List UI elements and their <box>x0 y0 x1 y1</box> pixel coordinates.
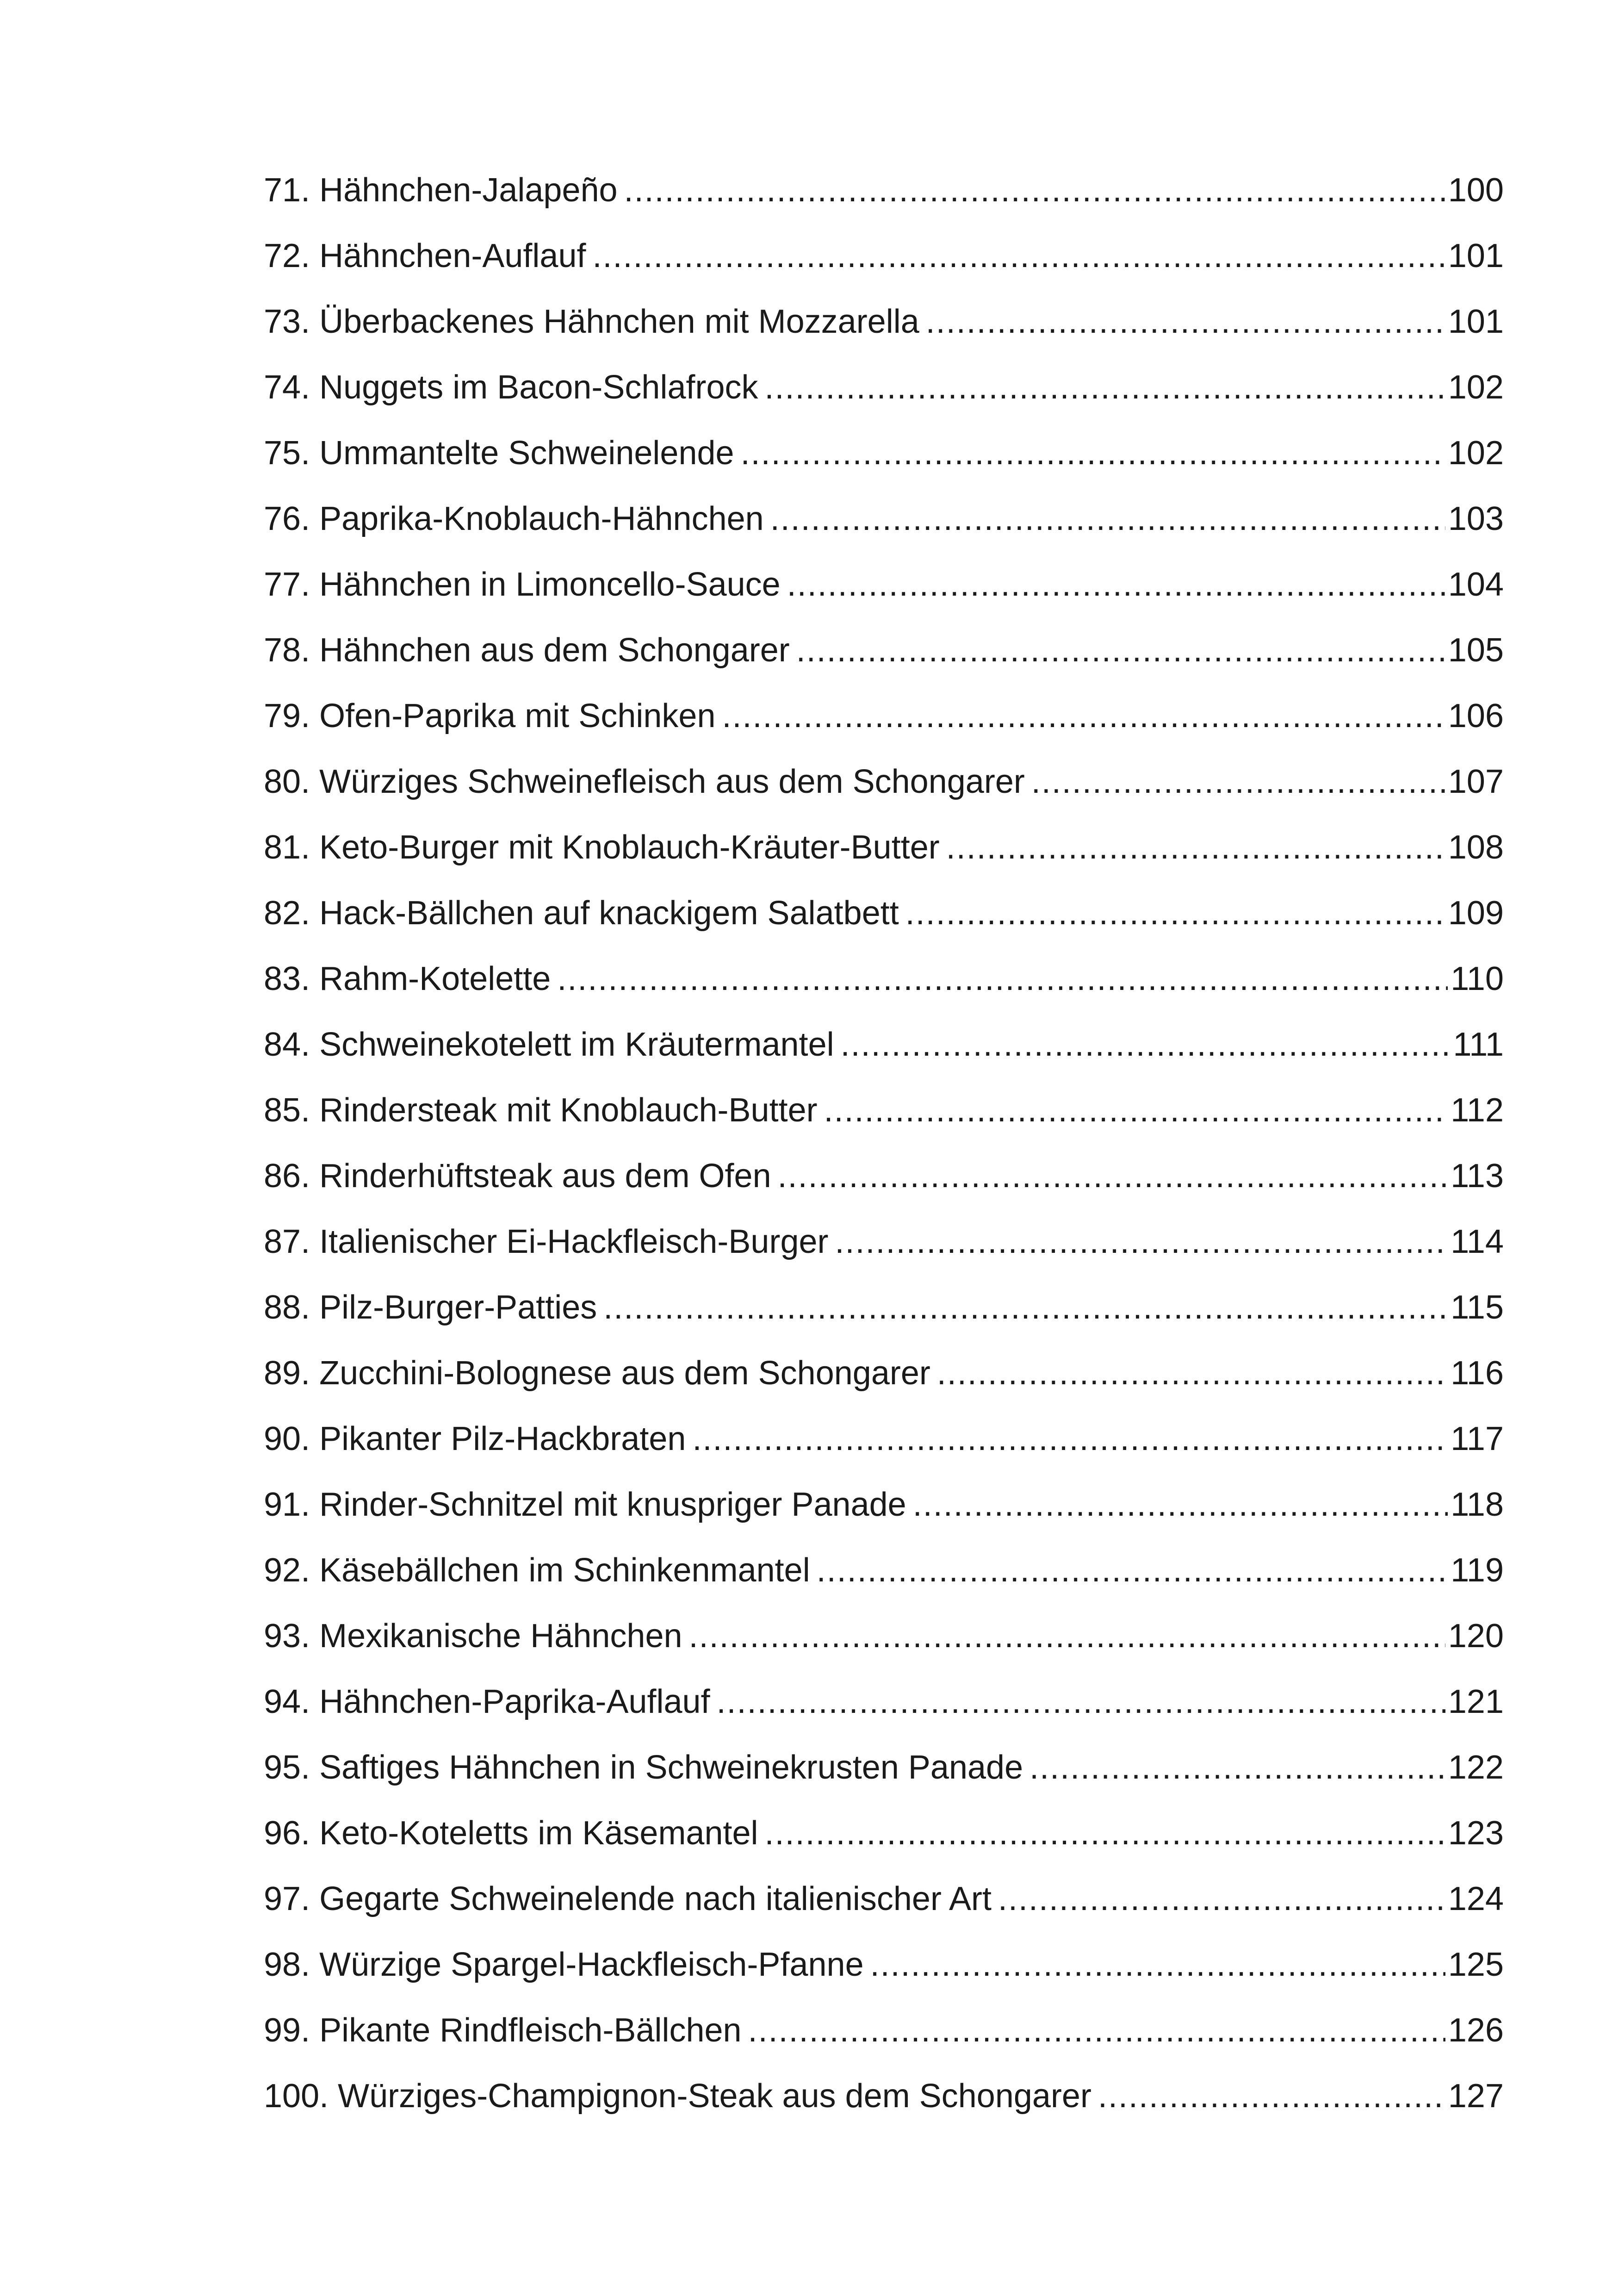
toc-entry-label: Pilz-Burger-Patties <box>319 1289 597 1326</box>
toc-entry-label: Würziges-Champignon-Steak aus dem Schongarer <box>338 2078 1091 2115</box>
toc-entry-number: 93. <box>264 1618 310 1655</box>
toc-entry-page: 103 <box>1448 500 1504 537</box>
toc-entry-label: Pikante Rindfleisch-Bällchen <box>319 2012 742 2049</box>
dot-leader <box>841 1019 1451 1070</box>
toc-entry-label: Schweinekotelett im Kräutermantel <box>319 1026 834 1063</box>
dot-leader <box>1029 1742 1445 1793</box>
toc-entry-number: 89. <box>264 1355 310 1392</box>
toc-entry-title <box>264 1282 597 1333</box>
toc-entry-page: 127 <box>1448 2078 1504 2115</box>
toc-entry-number: 87. <box>264 1223 310 1260</box>
toc-entry-label: Rahm-Kotelette <box>319 960 551 997</box>
toc-entry-title <box>264 1347 930 1399</box>
toc-entry-label: Ofen-Paprika mit Schinken <box>319 697 716 734</box>
dot-leader <box>998 1873 1445 1925</box>
toc-entry-page: 125 <box>1448 1946 1504 1983</box>
dot-leader <box>1031 756 1445 808</box>
dot-leader <box>835 1216 1448 1268</box>
toc-entry <box>264 1807 1504 1873</box>
toc-entry-label: Würzige Spargel-Hackfleisch-Pfanne <box>319 1946 864 1983</box>
toc-entry-number: 95. <box>264 1749 310 1786</box>
toc-entry-label: Gegarte Schweinelende nach italienischer Art <box>319 1880 992 1917</box>
toc-entry-page: 105 <box>1448 632 1504 669</box>
toc-entry-page: 109 <box>1448 895 1504 932</box>
toc-entry-number: 83. <box>264 960 310 997</box>
toc-entry-title <box>264 2070 1091 2122</box>
toc-entry-label: Italienischer Ei-Hackfleisch-Burger <box>319 1223 829 1260</box>
toc-entry-page: 124 <box>1448 1880 1504 1917</box>
toc-entry-page: 101 <box>1448 237 1504 274</box>
toc-entry-page: 126 <box>1448 2012 1504 2049</box>
toc-entry-title <box>264 427 734 479</box>
toc-entry-title <box>264 953 551 1005</box>
toc-entry-title <box>264 493 764 545</box>
toc-entry-title <box>264 164 618 216</box>
toc-entry-number: 81. <box>264 829 310 866</box>
toc-entry-title <box>264 756 1025 808</box>
toc-entry-label: Käsebällchen im Schinkenmantel <box>319 1552 810 1589</box>
dot-leader <box>765 361 1445 413</box>
toc-entry-title <box>264 1019 834 1070</box>
toc-entry-title <box>264 1544 810 1596</box>
toc-entry-page: 117 <box>1451 1420 1504 1457</box>
toc-entry <box>264 2004 1504 2070</box>
toc-entry <box>264 887 1504 953</box>
toc-entry-page: 116 <box>1451 1355 1504 1392</box>
toc-entry-number: 73. <box>264 303 310 340</box>
toc-entry <box>264 1676 1504 1742</box>
toc-entry-title <box>264 1084 818 1136</box>
toc-entry-page: 104 <box>1448 566 1504 603</box>
toc-entry <box>264 1873 1504 1939</box>
toc-entry-number: 76. <box>264 500 310 537</box>
toc-entry-label: Hähnchen-Jalapeño <box>319 172 618 209</box>
toc-entry <box>264 1610 1504 1676</box>
toc-entry-number: 100. <box>264 2078 329 2115</box>
toc-entry-title <box>264 296 919 348</box>
toc-entry-title <box>264 1742 1023 1793</box>
toc-entry-label: Hähnchen aus dem Schongarer <box>319 632 790 669</box>
toc-entry-number: 90. <box>264 1420 310 1457</box>
toc-entry <box>264 953 1504 1019</box>
toc-entry-page: 111 <box>1453 1026 1504 1063</box>
dot-leader <box>796 624 1445 676</box>
toc-entry-title <box>264 821 940 873</box>
toc-entry-title <box>264 361 758 413</box>
toc-entry <box>264 2070 1504 2136</box>
toc-entry-label: Paprika-Knoblauch-Hähnchen <box>319 500 764 537</box>
toc-entry-page: 107 <box>1448 763 1504 800</box>
toc-entry-page: 101 <box>1448 303 1504 340</box>
toc-entry-number: 86. <box>264 1157 310 1195</box>
toc-entry-number: 96. <box>264 1815 310 1852</box>
dot-leader <box>787 559 1445 610</box>
toc-entry <box>264 1939 1504 2004</box>
toc-entry <box>264 1216 1504 1282</box>
toc-entry-label: Würziges Schweinefleisch aus dem Schongarer <box>319 763 1025 800</box>
dot-leader <box>824 1084 1448 1136</box>
dot-leader <box>741 427 1445 479</box>
toc-entry <box>264 1544 1504 1610</box>
toc-entry-page: 120 <box>1448 1618 1504 1655</box>
toc-entry-page: 102 <box>1448 435 1504 472</box>
toc-entry-page: 106 <box>1448 697 1504 734</box>
toc-entry-page: 112 <box>1451 1092 1504 1129</box>
toc-entry-title <box>264 2004 742 2056</box>
toc-entry-title <box>264 1479 906 1531</box>
toc-entry-title <box>264 1676 710 1728</box>
toc-entry-number: 84. <box>264 1026 310 1063</box>
toc-entry-label: Rinder-Schnitzel mit knuspriger Panade <box>319 1486 906 1523</box>
toc-entry-number: 77. <box>264 566 310 603</box>
dot-leader <box>765 1807 1445 1859</box>
dot-leader <box>926 296 1445 348</box>
toc-entry-page: 118 <box>1451 1486 1504 1523</box>
dot-leader <box>1098 2070 1445 2122</box>
toc-entry-label: Hähnchen-Paprika-Auflauf <box>319 1683 710 1720</box>
toc-entry-title <box>264 1873 992 1925</box>
toc-entry-number: 80. <box>264 763 310 800</box>
toc-entry-title <box>264 887 899 939</box>
toc-entry <box>264 1084 1504 1150</box>
toc-entry-page: 110 <box>1451 960 1504 997</box>
dot-leader <box>717 1676 1445 1728</box>
toc-entry-number: 74. <box>264 369 310 406</box>
toc-entry <box>264 1019 1504 1084</box>
dot-leader <box>603 1282 1448 1333</box>
dot-leader <box>689 1610 1445 1662</box>
toc-entry-title <box>264 1216 829 1268</box>
dot-leader <box>557 953 1448 1005</box>
toc-entry-number: 97. <box>264 1880 310 1917</box>
toc-entry-label: Mexikanische Hähnchen <box>319 1618 682 1655</box>
toc-entry <box>264 1479 1504 1544</box>
toc-entry <box>264 821 1504 887</box>
toc-entry-label: Rinderhüftsteak aus dem Ofen <box>319 1157 771 1195</box>
toc-entry-number: 92. <box>264 1552 310 1589</box>
toc-entry-page: 115 <box>1451 1289 1504 1326</box>
dot-leader <box>913 1479 1448 1531</box>
toc-entry <box>264 1413 1504 1479</box>
toc-entry <box>264 1150 1504 1216</box>
toc-entry-title <box>264 1807 758 1859</box>
toc-entry <box>264 1282 1504 1347</box>
toc-entry-page: 119 <box>1451 1552 1504 1589</box>
toc-entry-title <box>264 690 715 742</box>
toc-entry <box>264 624 1504 690</box>
toc-entry <box>264 756 1504 821</box>
toc-entry <box>264 164 1504 230</box>
dot-leader <box>722 690 1445 742</box>
toc-entry-title <box>264 559 781 610</box>
toc-entry-label: Nuggets im Bacon-Schlafrock <box>319 369 758 406</box>
dot-leader <box>946 821 1445 873</box>
toc-entry <box>264 559 1504 624</box>
toc-entry-number: 72. <box>264 237 310 274</box>
toc-entry-label: Keto-Burger mit Knoblauch-Kräuter-Butter <box>319 829 940 866</box>
toc-entry <box>264 690 1504 756</box>
toc-entry-page: 113 <box>1451 1157 1504 1195</box>
toc-entry <box>264 296 1504 361</box>
toc-entry-label: Hähnchen-Auflauf <box>319 237 586 274</box>
table-of-contents <box>264 164 1504 2136</box>
toc-entry-number: 85. <box>264 1092 310 1129</box>
toc-entry-page: 100 <box>1448 172 1504 209</box>
toc-entry-page: 114 <box>1451 1223 1504 1260</box>
toc-entry-number: 91. <box>264 1486 310 1523</box>
toc-entry-title <box>264 1610 682 1662</box>
dot-leader <box>770 493 1445 545</box>
toc-entry-title <box>264 1939 864 1991</box>
toc-entry <box>264 1347 1504 1413</box>
toc-entry-title <box>264 230 586 282</box>
toc-entry-number: 82. <box>264 895 310 932</box>
dot-leader <box>692 1413 1448 1465</box>
dot-leader <box>748 2004 1445 2056</box>
dot-leader <box>778 1150 1448 1202</box>
dot-leader <box>870 1939 1445 1991</box>
toc-entry <box>264 230 1504 296</box>
toc-entry-page: 123 <box>1448 1815 1504 1852</box>
dot-leader <box>937 1347 1448 1399</box>
toc-entry-number: 79. <box>264 697 310 734</box>
dot-leader <box>817 1544 1448 1596</box>
toc-entry-number: 99. <box>264 2012 310 2049</box>
toc-entry-page: 122 <box>1448 1749 1504 1786</box>
toc-entry-number: 71. <box>264 172 310 209</box>
toc-entry-label: Pikanter Pilz-Hackbraten <box>319 1420 686 1457</box>
toc-entry <box>264 1742 1504 1807</box>
toc-entry <box>264 427 1504 493</box>
toc-entry-label: Keto-Koteletts im Käsemantel <box>319 1815 758 1852</box>
toc-entry-label: Hack-Bällchen auf knackigem Salatbett <box>319 895 899 932</box>
toc-entry-page: 108 <box>1448 829 1504 866</box>
toc-entry-title <box>264 1150 771 1202</box>
toc-entry-label: Ummantelte Schweinelende <box>319 435 734 472</box>
toc-entry-number: 98. <box>264 1946 310 1983</box>
toc-entry-page: 121 <box>1448 1683 1504 1720</box>
toc-entry-label: Rindersteak mit Knoblauch-Butter <box>319 1092 818 1129</box>
dot-leader <box>905 887 1445 939</box>
toc-entry-title <box>264 1413 686 1465</box>
dot-leader <box>593 230 1445 282</box>
toc-entry-label: Hähnchen in Limoncello-Sauce <box>319 566 781 603</box>
toc-entry <box>264 361 1504 427</box>
toc-entry-label: Überbackenes Hähnchen mit Mozzarella <box>319 303 919 340</box>
toc-entry <box>264 493 1504 559</box>
toc-entry-number: 78. <box>264 632 310 669</box>
toc-entry-label: Saftiges Hähnchen in Schweinekrusten Panade <box>319 1749 1023 1786</box>
toc-entry-label: Zucchini-Bolognese aus dem Schongarer <box>319 1355 930 1392</box>
toc-entry-number: 75. <box>264 435 310 472</box>
toc-entry-page: 102 <box>1448 369 1504 406</box>
toc-entry-number: 94. <box>264 1683 310 1720</box>
dot-leader <box>624 164 1445 216</box>
toc-entry-title <box>264 624 790 676</box>
toc-entry-number: 88. <box>264 1289 310 1326</box>
